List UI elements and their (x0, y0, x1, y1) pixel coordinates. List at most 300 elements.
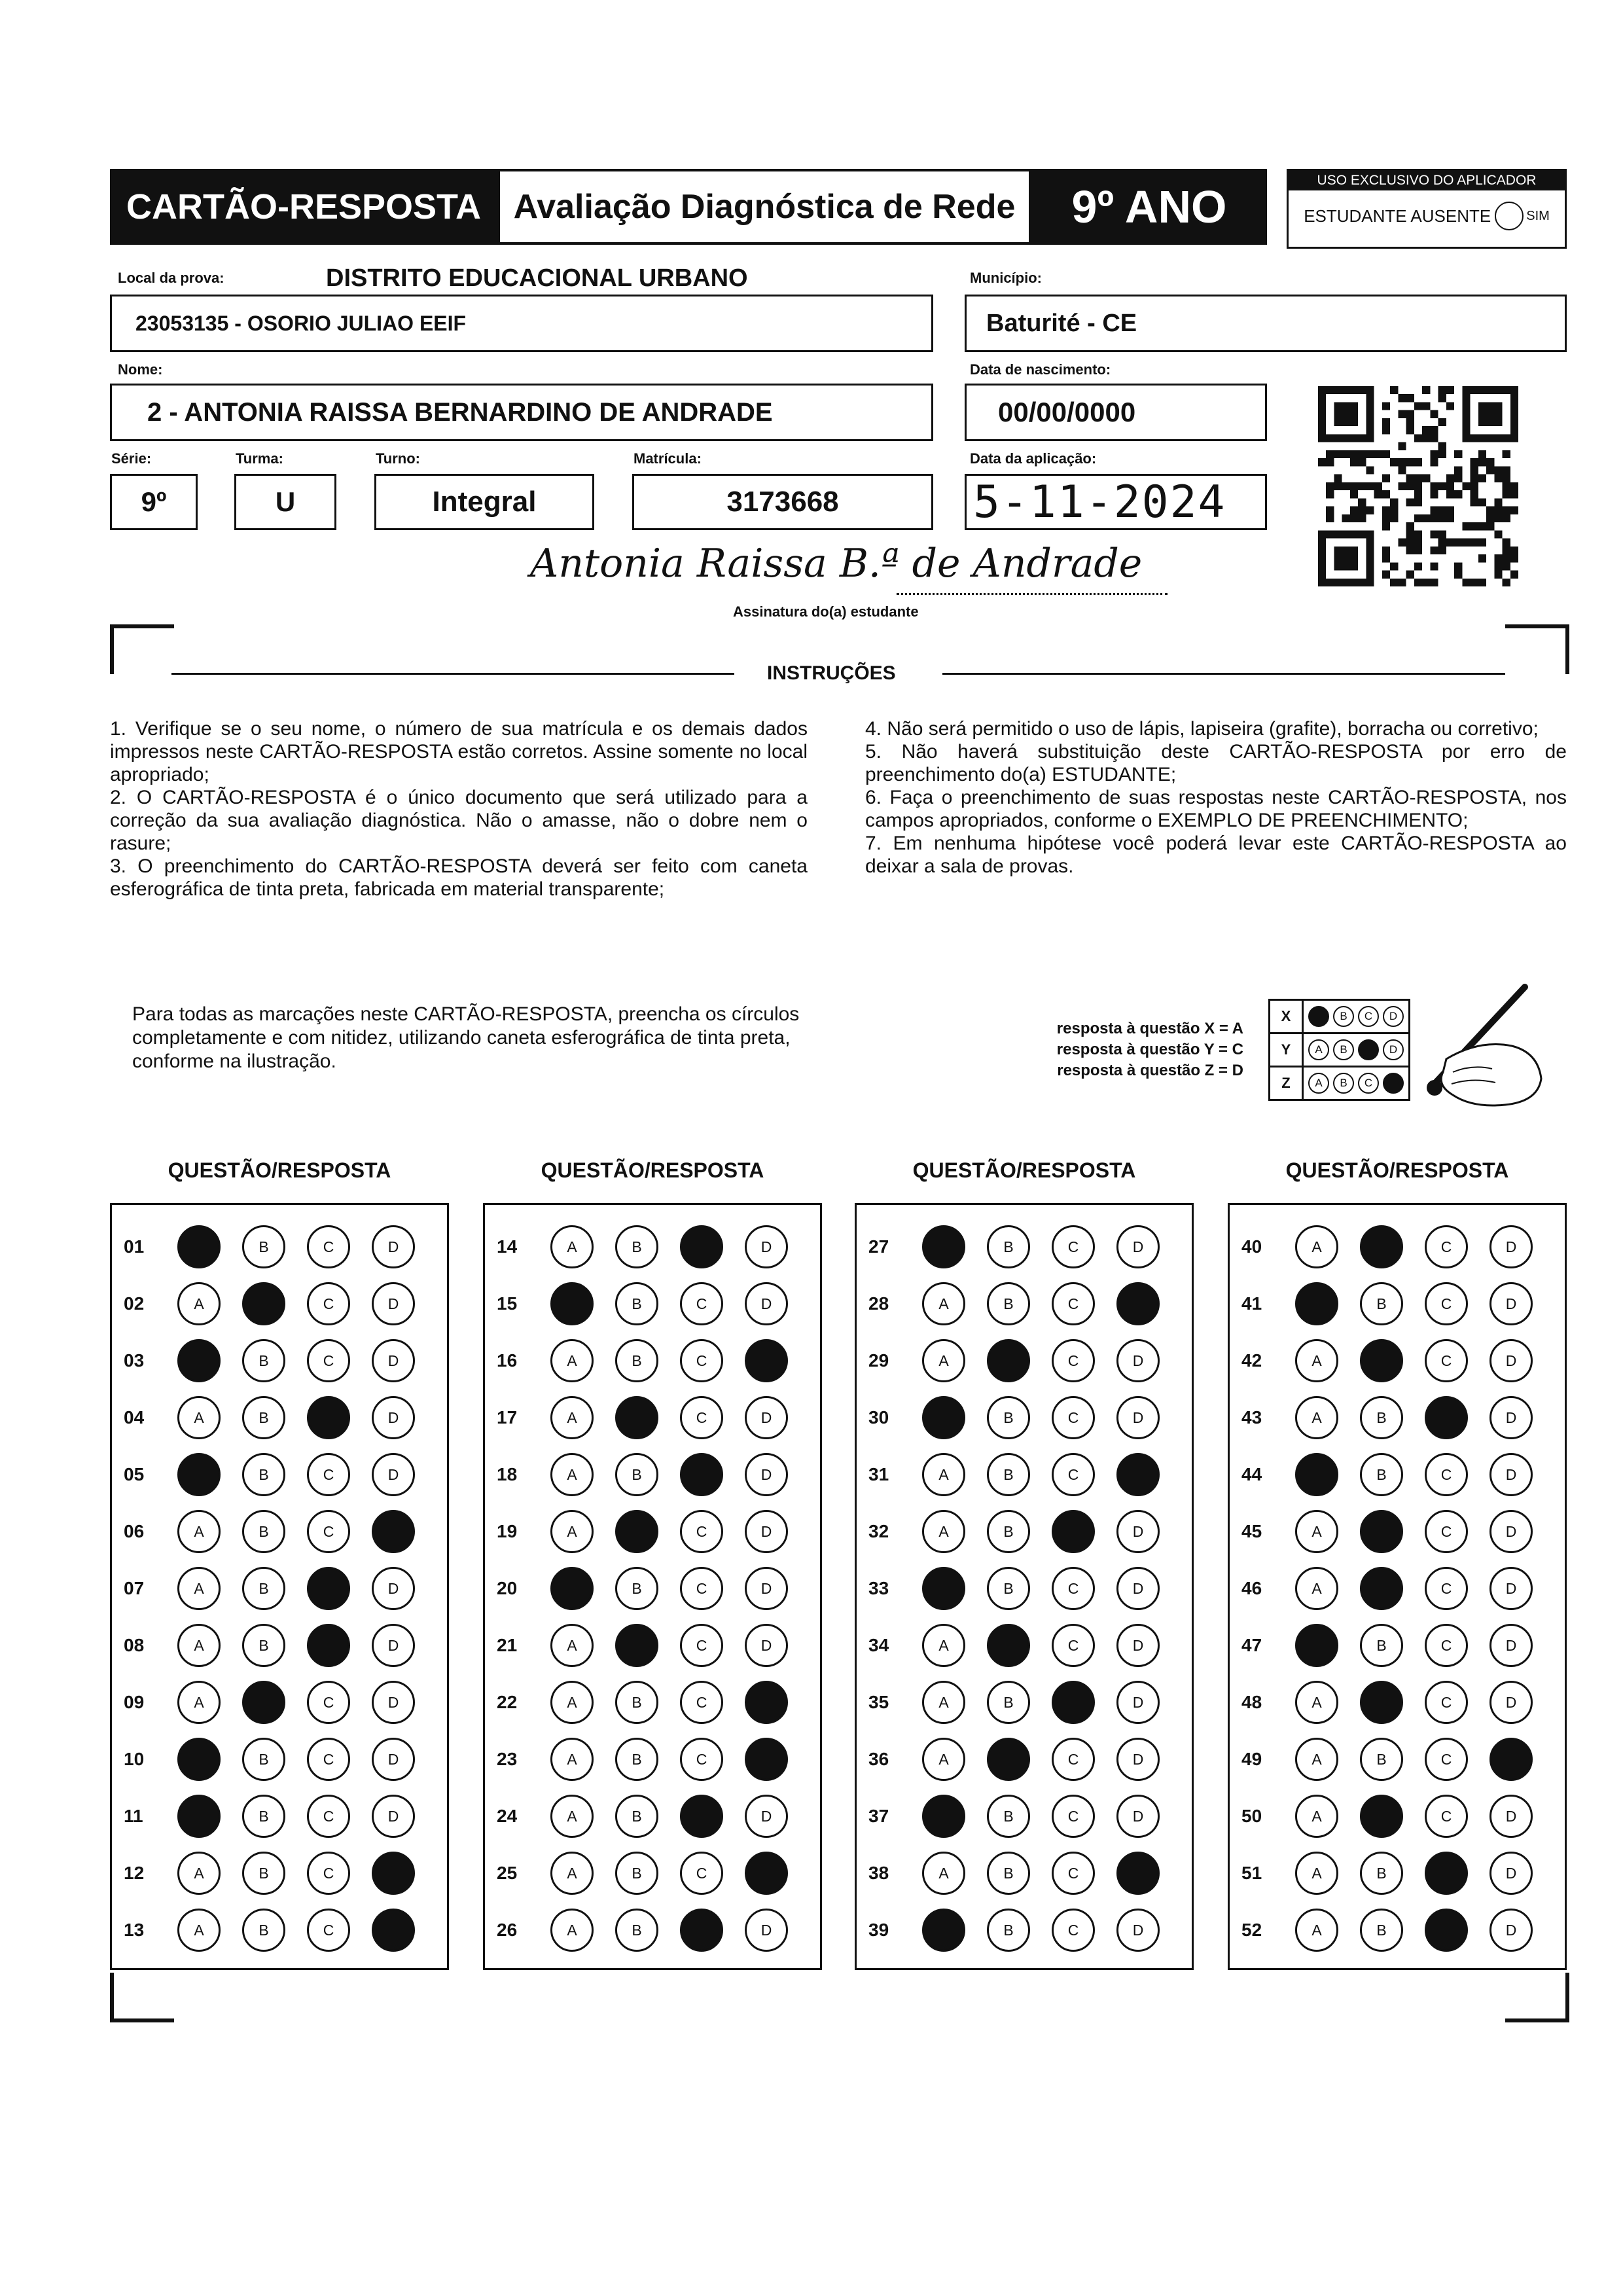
answer-bubble-filled[interactable] (307, 1396, 350, 1439)
column-title: QUESTÃO/RESPOSTA (1285, 1158, 1509, 1182)
answer-bubble[interactable] (1489, 1681, 1533, 1724)
answer-bubble[interactable] (987, 1567, 1030, 1610)
answer-bubble[interactable] (242, 1339, 285, 1382)
answer-bubble[interactable] (307, 1510, 350, 1553)
answer-bubble[interactable] (1295, 1567, 1338, 1610)
answer-bubble-filled[interactable] (1360, 1567, 1403, 1610)
bubble-letter: B (259, 1750, 269, 1768)
answer-bubble[interactable] (242, 1225, 285, 1268)
answer-bubble[interactable] (922, 1282, 965, 1325)
question-number: 43 (1241, 1407, 1262, 1427)
answer-bubble[interactable] (242, 1567, 285, 1610)
answer-bubble[interactable] (1489, 1225, 1533, 1268)
answer-bubble[interactable] (372, 1795, 415, 1838)
answer-bubble[interactable] (177, 1624, 221, 1667)
answer-bubble[interactable] (1116, 1624, 1160, 1667)
question-number: 17 (497, 1407, 518, 1427)
question-row (112, 1341, 437, 1380)
bubble-letter: D (1505, 1864, 1517, 1882)
answer-bubble[interactable] (550, 1852, 594, 1895)
answer-bubble[interactable] (1116, 1225, 1160, 1268)
answer-bubble[interactable] (550, 1225, 594, 1268)
applicator-title: USO EXCLUSIVO DO APLICADOR (1289, 171, 1565, 190)
answer-bubble[interactable] (1425, 1453, 1468, 1496)
question-row (485, 1512, 810, 1551)
question-row (112, 1683, 437, 1722)
answer-bubble[interactable] (922, 1738, 965, 1781)
answer-bubble[interactable] (1052, 1396, 1095, 1439)
answer-bubble[interactable] (745, 1567, 788, 1610)
answer-bubble[interactable] (1489, 1282, 1533, 1325)
answer-bubble[interactable] (1052, 1852, 1095, 1895)
answer-bubble[interactable] (550, 1738, 594, 1781)
answer-bubble[interactable] (987, 1396, 1030, 1439)
answer-bubble-filled[interactable] (922, 1225, 965, 1268)
answer-bubble-filled[interactable] (1489, 1738, 1533, 1781)
answer-bubble[interactable] (1295, 1738, 1338, 1781)
answer-bubble[interactable] (1052, 1738, 1095, 1781)
answer-bubble[interactable] (922, 1453, 965, 1496)
answer-bubble[interactable] (307, 1339, 350, 1382)
answer-bubble[interactable] (922, 1852, 965, 1895)
instructions-title: INSTRUÇÕES (767, 662, 896, 684)
answer-bubble[interactable] (1489, 1396, 1533, 1439)
answer-bubble-filled[interactable] (615, 1624, 658, 1667)
answer-bubble[interactable] (680, 1852, 723, 1895)
answer-bubble[interactable] (1360, 1282, 1403, 1325)
answer-bubble-filled[interactable] (922, 1567, 965, 1610)
absent-bubble[interactable] (1495, 202, 1524, 230)
answer-bubble[interactable] (372, 1282, 415, 1325)
answer-bubble[interactable] (1489, 1795, 1533, 1838)
bubble-letter: D (1132, 1636, 1144, 1654)
answer-bubble[interactable] (242, 1396, 285, 1439)
answer-bubble[interactable] (1295, 1510, 1338, 1553)
answer-bubble[interactable] (1425, 1795, 1468, 1838)
answer-bubble[interactable] (372, 1681, 415, 1724)
answer-bubble-filled[interactable] (177, 1225, 221, 1268)
answer-bubble-filled[interactable] (177, 1339, 221, 1382)
answer-bubble[interactable] (242, 1909, 285, 1952)
answer-bubble-filled[interactable] (1116, 1852, 1160, 1895)
bubble-letter: B (1003, 1864, 1014, 1882)
answer-bubble[interactable] (242, 1795, 285, 1838)
bubble-letter: D (760, 1636, 772, 1654)
bubble-letter: A (567, 1408, 577, 1426)
answer-bubble[interactable] (307, 1909, 350, 1952)
answer-bubble[interactable] (1052, 1339, 1095, 1382)
answer-bubble-filled[interactable] (1116, 1453, 1160, 1496)
answer-bubble-filled[interactable] (745, 1681, 788, 1724)
answer-bubble[interactable] (1360, 1453, 1403, 1496)
bubble-letter: D (1505, 1807, 1517, 1825)
question-number: 04 (124, 1407, 145, 1427)
answer-bubble-filled[interactable] (615, 1510, 658, 1553)
answer-bubble[interactable] (372, 1396, 415, 1439)
bubble-letter: D (760, 1408, 772, 1426)
question-number: 20 (497, 1578, 518, 1598)
question-number: 28 (868, 1293, 889, 1314)
answer-bubble[interactable] (745, 1453, 788, 1496)
answer-bubble[interactable] (1295, 1225, 1338, 1268)
answer-bubble[interactable] (307, 1681, 350, 1724)
answer-bubble-filled[interactable] (1360, 1339, 1403, 1382)
answer-bubble[interactable] (177, 1282, 221, 1325)
qr-code (1318, 386, 1518, 590)
answer-bubble[interactable] (307, 1738, 350, 1781)
question-number: 22 (497, 1692, 518, 1712)
answer-bubble-filled[interactable] (1360, 1510, 1403, 1553)
answer-bubble[interactable] (615, 1795, 658, 1838)
answer-bubble[interactable] (1489, 1852, 1533, 1895)
answer-bubble-filled[interactable] (550, 1567, 594, 1610)
answer-bubble[interactable] (1295, 1852, 1338, 1895)
answer-bubble-filled[interactable] (1116, 1282, 1160, 1325)
answer-bubble-filled[interactable] (307, 1624, 350, 1667)
question-number: 32 (868, 1521, 889, 1541)
answer-bubble[interactable] (1116, 1738, 1160, 1781)
answer-bubble-filled[interactable] (372, 1909, 415, 1952)
bubble-letter: D (1505, 1408, 1517, 1426)
answer-bubble[interactable] (372, 1225, 415, 1268)
question-number: 47 (1241, 1635, 1262, 1655)
answer-bubble-filled[interactable] (745, 1852, 788, 1895)
answer-bubble[interactable] (922, 1339, 965, 1382)
answer-bubble[interactable] (680, 1339, 723, 1382)
answer-bubble[interactable] (177, 1396, 221, 1439)
instruction-item: 4. Não será permitido o uso de lápis, lapiseira (grafite), borracha ou corretivo; (865, 718, 1539, 740)
answer-bubble-filled[interactable] (680, 1795, 723, 1838)
answer-bubble[interactable] (1116, 1681, 1160, 1724)
answer-bubble-filled[interactable] (550, 1282, 594, 1325)
answer-bubble[interactable] (1116, 1339, 1160, 1382)
answer-bubble-filled[interactable] (372, 1510, 415, 1553)
answer-bubble[interactable] (987, 1510, 1030, 1553)
answer-bubble[interactable] (177, 1510, 221, 1553)
question-number: 01 (124, 1236, 145, 1257)
example-bubble: C (1358, 1006, 1379, 1027)
answer-bubble-filled[interactable] (1295, 1453, 1338, 1496)
example-bubble (1308, 1006, 1329, 1027)
bubble-letter: D (1505, 1522, 1517, 1540)
answer-bubble[interactable] (372, 1624, 415, 1667)
question-row (112, 1569, 437, 1608)
question-number: 07 (124, 1578, 145, 1598)
answer-bubble-filled[interactable] (745, 1339, 788, 1382)
answer-bubble[interactable] (1116, 1909, 1160, 1952)
answer-bubble[interactable] (1425, 1567, 1468, 1610)
answer-bubble-filled[interactable] (1360, 1795, 1403, 1838)
bubble-letter: D (1132, 1579, 1144, 1597)
answer-bubble[interactable] (1360, 1738, 1403, 1781)
answer-bubble[interactable] (1425, 1225, 1468, 1268)
question-number: 24 (497, 1806, 518, 1826)
answer-bubble[interactable] (1425, 1738, 1468, 1781)
answer-bubble[interactable] (242, 1852, 285, 1895)
answer-bubble[interactable] (987, 1453, 1030, 1496)
answer-bubble-filled[interactable] (242, 1282, 285, 1325)
answer-bubble[interactable] (550, 1681, 594, 1724)
answer-bubble[interactable] (550, 1624, 594, 1667)
answer-bubble[interactable] (922, 1681, 965, 1724)
bubble-letter: B (259, 1238, 269, 1255)
bubble-letter: B (1376, 1921, 1387, 1939)
answer-bubble[interactable] (307, 1852, 350, 1895)
answer-bubble[interactable] (615, 1453, 658, 1496)
answer-bubble[interactable] (987, 1282, 1030, 1325)
answer-bubble[interactable] (372, 1567, 415, 1610)
answer-bubble-filled[interactable] (745, 1738, 788, 1781)
example-bubble: A (1308, 1073, 1329, 1094)
question-row (112, 1740, 437, 1779)
answer-bubble[interactable] (615, 1282, 658, 1325)
bubble-letter: C (696, 1352, 707, 1369)
question-number: 40 (1241, 1236, 1262, 1257)
bubble-letter: B (1003, 1807, 1014, 1825)
answer-bubble[interactable] (1052, 1624, 1095, 1667)
answer-bubble[interactable] (372, 1453, 415, 1496)
answer-bubble[interactable] (745, 1624, 788, 1667)
answer-bubble[interactable] (1116, 1795, 1160, 1838)
example-row (1270, 1033, 1410, 1067)
bubble-letter: D (1132, 1693, 1144, 1711)
answer-bubble-filled[interactable] (1052, 1681, 1095, 1724)
answer-bubble-filled[interactable] (177, 1453, 221, 1496)
answer-bubble[interactable] (680, 1624, 723, 1667)
answer-bubble[interactable] (372, 1738, 415, 1781)
answer-bubble-filled[interactable] (1295, 1282, 1338, 1325)
answer-bubble[interactable] (1489, 1453, 1533, 1496)
answer-bubble[interactable] (745, 1225, 788, 1268)
answer-bubble[interactable] (177, 1909, 221, 1952)
answer-bubble-filled[interactable] (922, 1795, 965, 1838)
bubble-letter: A (567, 1465, 577, 1483)
answer-bubble-filled[interactable] (1360, 1681, 1403, 1724)
bubble-letter: C (323, 1750, 334, 1768)
answer-bubble[interactable] (680, 1510, 723, 1553)
bubble-letter: C (1067, 1921, 1079, 1939)
answer-bubble-filled[interactable] (922, 1909, 965, 1952)
answer-bubble-filled[interactable] (372, 1852, 415, 1895)
answer-bubble[interactable] (307, 1795, 350, 1838)
question-number: 23 (497, 1749, 518, 1769)
example-label: resposta à questão Y = C (1056, 1041, 1243, 1058)
answer-bubble[interactable] (1425, 1339, 1468, 1382)
bubble-letter: C (1067, 1636, 1079, 1654)
answer-bubble[interactable] (745, 1510, 788, 1553)
question-number: 49 (1241, 1749, 1262, 1769)
answer-bubble-filled[interactable] (987, 1339, 1030, 1382)
answer-bubble[interactable] (1052, 1282, 1095, 1325)
bubble-letter: B (1003, 1921, 1014, 1939)
answer-bubble[interactable] (1116, 1396, 1160, 1439)
bubble-letter: A (567, 1522, 577, 1540)
answer-bubble[interactable] (1052, 1453, 1095, 1496)
bubble-letter: B (1003, 1238, 1014, 1255)
example-bubble: B (1333, 1006, 1354, 1027)
answer-bubble-filled[interactable] (680, 1453, 723, 1496)
card-title: CARTÃO-RESPOSTA (110, 169, 497, 245)
answer-bubble[interactable] (550, 1453, 594, 1496)
answer-bubble[interactable] (745, 1795, 788, 1838)
answer-bubble[interactable] (1116, 1567, 1160, 1610)
bubble-letter: D (387, 1750, 399, 1768)
answer-bubble-filled[interactable] (1425, 1909, 1468, 1952)
answer-bubble-filled[interactable] (177, 1738, 221, 1781)
answer-bubble[interactable] (1489, 1339, 1533, 1382)
answer-bubble[interactable] (550, 1396, 594, 1439)
bubble-letter: B (632, 1295, 642, 1312)
answer-bubble[interactable] (242, 1624, 285, 1667)
answer-bubble[interactable] (680, 1567, 723, 1610)
answer-bubble[interactable] (987, 1225, 1030, 1268)
question-number: 29 (868, 1350, 889, 1371)
answer-bubble[interactable] (615, 1567, 658, 1610)
answer-bubble[interactable] (242, 1738, 285, 1781)
answer-bubble[interactable] (1425, 1624, 1468, 1667)
answer-bubble[interactable] (177, 1681, 221, 1724)
answer-bubble[interactable] (1052, 1225, 1095, 1268)
answer-bubble-filled[interactable] (177, 1795, 221, 1838)
answer-bubble[interactable] (745, 1396, 788, 1439)
bubble-letter: B (632, 1807, 642, 1825)
bubble-letter: D (387, 1579, 399, 1597)
answer-bubble[interactable] (922, 1624, 965, 1667)
answer-bubble-filled[interactable] (307, 1567, 350, 1610)
answer-bubble-filled[interactable] (1295, 1624, 1338, 1667)
answer-bubble[interactable] (615, 1738, 658, 1781)
bubble-letter: A (1311, 1352, 1322, 1369)
answer-bubble[interactable] (680, 1396, 723, 1439)
answer-bubble-filled[interactable] (615, 1396, 658, 1439)
bubble-letter: A (567, 1238, 577, 1255)
answer-bubble[interactable] (1360, 1909, 1403, 1952)
example-bubble: A (1308, 1039, 1329, 1060)
answer-bubble[interactable] (1295, 1681, 1338, 1724)
answer-bubble[interactable] (1116, 1510, 1160, 1553)
answer-bubble[interactable] (745, 1282, 788, 1325)
instructions-right (865, 717, 1567, 878)
answer-bubble[interactable] (372, 1339, 415, 1382)
bubble-letter: A (194, 1522, 204, 1540)
nome-field: 2 - ANTONIA RAISSA BERNARDINO DE ANDRADE (110, 384, 933, 441)
answer-bubble[interactable] (1489, 1510, 1533, 1553)
answer-bubble-filled[interactable] (680, 1225, 723, 1268)
grade-label: 9º ANO (1031, 169, 1267, 245)
answer-bubble[interactable] (745, 1909, 788, 1952)
bubble-letter: D (1132, 1522, 1144, 1540)
question-row (1230, 1455, 1554, 1494)
answer-bubble[interactable] (307, 1282, 350, 1325)
bubble-letter: D (1505, 1921, 1517, 1939)
question-number: 12 (124, 1863, 145, 1883)
answer-bubble[interactable] (1052, 1795, 1095, 1838)
bubble-letter: B (259, 1864, 269, 1882)
answer-bubble[interactable] (1295, 1909, 1338, 1952)
answer-bubble[interactable] (307, 1453, 350, 1496)
answer-bubble[interactable] (1489, 1909, 1533, 1952)
answer-bubble[interactable] (1360, 1396, 1403, 1439)
answer-bubble-filled[interactable] (1360, 1225, 1403, 1268)
answer-bubble[interactable] (242, 1510, 285, 1553)
instruction-item: 6. Faça o preenchimento de suas respostas neste CARTÃO-RESPOSTA, nos campos apropriados, conforme o EXEMPLO DE PREENCHIMENTO; (865, 787, 1567, 831)
answer-bubble-filled[interactable] (1425, 1852, 1468, 1895)
answer-bubble[interactable] (680, 1282, 723, 1325)
question-number: 30 (868, 1407, 889, 1427)
answer-bubble[interactable] (177, 1852, 221, 1895)
question-number: 15 (497, 1293, 518, 1314)
answer-bubble[interactable] (1425, 1282, 1468, 1325)
answer-bubble[interactable] (550, 1510, 594, 1553)
answer-bubble-filled[interactable] (922, 1396, 965, 1439)
question-row (485, 1569, 810, 1608)
answer-bubble[interactable] (1295, 1339, 1338, 1382)
bubble-letter: A (567, 1807, 577, 1825)
answer-bubble[interactable] (987, 1795, 1030, 1838)
answer-bubble[interactable] (1295, 1795, 1338, 1838)
bubble-letter: C (1067, 1295, 1079, 1312)
answer-bubble[interactable] (307, 1225, 350, 1268)
answer-bubble[interactable] (615, 1339, 658, 1382)
answer-bubble-filled[interactable] (242, 1681, 285, 1724)
bubble-letter: A (567, 1750, 577, 1768)
answer-bubble[interactable] (1360, 1852, 1403, 1895)
answer-bubble[interactable] (1425, 1681, 1468, 1724)
answer-bubble-filled[interactable] (987, 1738, 1030, 1781)
bubble-letter: B (1376, 1408, 1387, 1426)
answer-bubble[interactable] (550, 1339, 594, 1382)
answer-bubble[interactable] (1489, 1624, 1533, 1667)
answer-bubble[interactable] (1360, 1624, 1403, 1667)
answer-bubble[interactable] (987, 1909, 1030, 1952)
answer-bubble[interactable] (1489, 1567, 1533, 1610)
answer-bubble[interactable] (922, 1510, 965, 1553)
bubble-letter: C (323, 1238, 334, 1255)
answer-bubble[interactable] (615, 1852, 658, 1895)
answer-bubble[interactable] (1052, 1909, 1095, 1952)
example-key: Y (1270, 1033, 1303, 1067)
answer-bubble-filled[interactable] (1052, 1510, 1095, 1553)
answer-bubble[interactable] (615, 1225, 658, 1268)
example-label: resposta à questão X = A (1056, 1020, 1243, 1037)
answer-bubble[interactable] (1425, 1510, 1468, 1553)
answer-bubble[interactable] (550, 1909, 594, 1952)
answer-bubble[interactable] (177, 1567, 221, 1610)
question-row (1230, 1398, 1554, 1437)
answer-bubble[interactable] (550, 1795, 594, 1838)
bubble-letter: C (1440, 1636, 1452, 1654)
answer-bubble[interactable] (615, 1681, 658, 1724)
question-row (1230, 1740, 1554, 1779)
answer-bubble[interactable] (680, 1681, 723, 1724)
answer-bubble[interactable] (680, 1738, 723, 1781)
bubble-letter: C (1440, 1750, 1452, 1768)
answer-bubble-filled[interactable] (680, 1909, 723, 1952)
answer-bubble[interactable] (987, 1852, 1030, 1895)
answer-bubble[interactable] (1295, 1396, 1338, 1439)
answer-bubble[interactable] (242, 1453, 285, 1496)
bubble-letter: B (259, 1807, 269, 1825)
bubble-letter: C (323, 1693, 334, 1711)
bubble-letter: A (1311, 1750, 1322, 1768)
answer-bubble[interactable] (1052, 1567, 1095, 1610)
bubble-letter: B (1376, 1750, 1387, 1768)
answer-bubble[interactable] (987, 1681, 1030, 1724)
question-number: 25 (497, 1863, 518, 1883)
answer-bubble[interactable] (615, 1909, 658, 1952)
answer-bubble-filled[interactable] (1425, 1396, 1468, 1439)
answer-bubble-filled[interactable] (987, 1624, 1030, 1667)
